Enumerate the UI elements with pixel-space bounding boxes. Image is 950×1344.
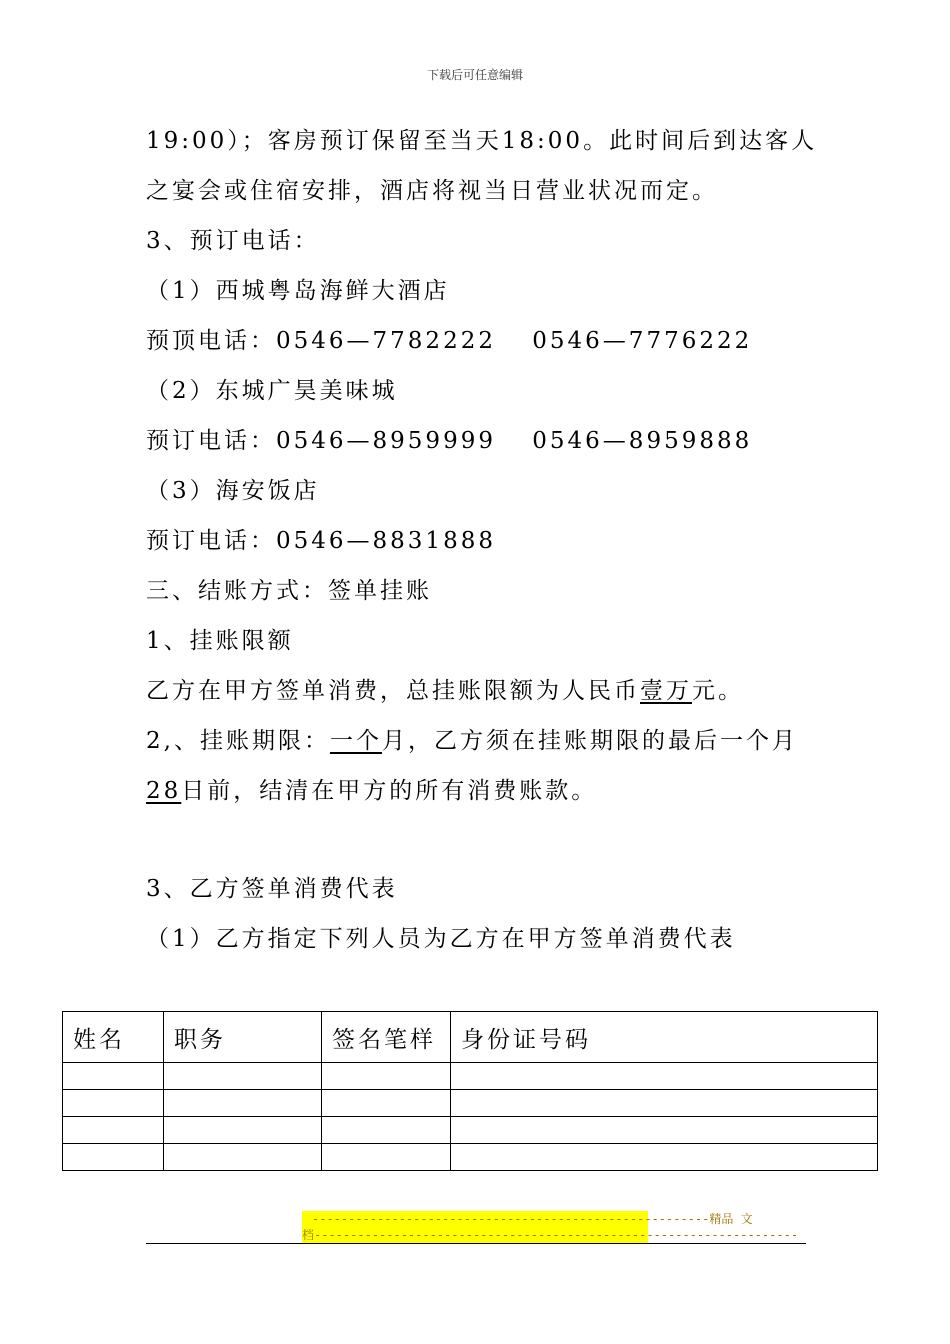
text-line-12 xyxy=(146,676,744,706)
footer-divider xyxy=(146,1243,806,1244)
table-cell xyxy=(322,1144,451,1171)
text-line-8: （3）海安饭店 xyxy=(146,478,320,504)
text-line-5: 预顶电话：0546—7782222 0546—7776222 xyxy=(146,328,753,354)
table-row xyxy=(63,1063,878,1090)
settlement-day: 28 xyxy=(146,778,182,804)
line-13-suffix: 月，乙方须在挂账期限的最后一个月 xyxy=(381,728,798,754)
text-line-4: （1）西城粤岛海鲜大酒店 xyxy=(146,278,450,304)
table-cell xyxy=(451,1117,878,1144)
table-cell xyxy=(164,1090,322,1117)
table-cell xyxy=(322,1117,451,1144)
table-cell xyxy=(63,1117,164,1144)
text-line-10: 三、结账方式：签单挂账 xyxy=(146,578,432,604)
table-row xyxy=(63,1144,878,1171)
table-cell xyxy=(63,1144,164,1171)
table-cell xyxy=(451,1090,878,1117)
text-line-15: 3、乙方签单消费代表 xyxy=(146,876,398,902)
header-name: 姓名 xyxy=(63,1012,164,1063)
text-line-7: 预订电话：0546—8959999 0546—8959888 xyxy=(146,428,753,454)
header-note: 下载后可任意编辑 xyxy=(426,68,523,82)
text-line-13 xyxy=(146,726,798,756)
line-13-prefix: 2,、挂账期限： xyxy=(146,728,330,754)
credit-limit-amount: 壹万 xyxy=(640,678,692,704)
table-cell xyxy=(451,1063,878,1090)
table-cell xyxy=(63,1063,164,1090)
table-cell xyxy=(451,1144,878,1171)
line-12-prefix: 乙方在甲方签单消费，总挂账限额为人民币 xyxy=(146,678,640,704)
text-line-11: 1、挂账限额 xyxy=(146,628,294,654)
table-cell xyxy=(164,1117,322,1144)
header-position: 职务 xyxy=(164,1012,322,1063)
table-row xyxy=(63,1117,878,1144)
header-signature-sample: 签名笔样 xyxy=(322,1012,451,1063)
footer-watermark xyxy=(302,1211,799,1243)
text-line-3: 3、预订电话： xyxy=(146,228,320,254)
header-id-number: 身份证号码 xyxy=(451,1012,878,1063)
footer-row-1: -------------------------------------------------------精品 文 xyxy=(312,1212,753,1226)
text-line-2: 之宴会或住宿安排，酒店将视当日营业状况而定。 xyxy=(146,178,718,204)
text-line-6: （2）东城广昊美味城 xyxy=(146,378,398,404)
text-line-9: 预订电话：0546—8831888 xyxy=(146,528,496,554)
text-line-1: 19:00）；客房预订保留至当天18:00。此时间后到达客人 xyxy=(146,128,818,154)
signatory-table xyxy=(62,1011,878,1171)
table-row xyxy=(63,1090,878,1117)
credit-term: 一个 xyxy=(329,728,382,754)
footer-row-2: 档------------------------------------------------------------------- xyxy=(302,1228,799,1242)
text-line-14 xyxy=(146,776,597,806)
table-cell xyxy=(322,1090,451,1117)
table-cell xyxy=(164,1144,322,1171)
line-14-suffix: 日前，结清在甲方的所有消费账款。 xyxy=(181,778,598,804)
table-body xyxy=(63,1063,878,1171)
table-cell xyxy=(322,1063,451,1090)
table-header-row xyxy=(63,1012,878,1063)
line-12-suffix: 元。 xyxy=(692,678,744,704)
table-cell xyxy=(63,1090,164,1117)
table-cell xyxy=(164,1063,322,1090)
text-line-16: （1）乙方指定下列人员为乙方在甲方签单消费代表 xyxy=(146,926,736,952)
